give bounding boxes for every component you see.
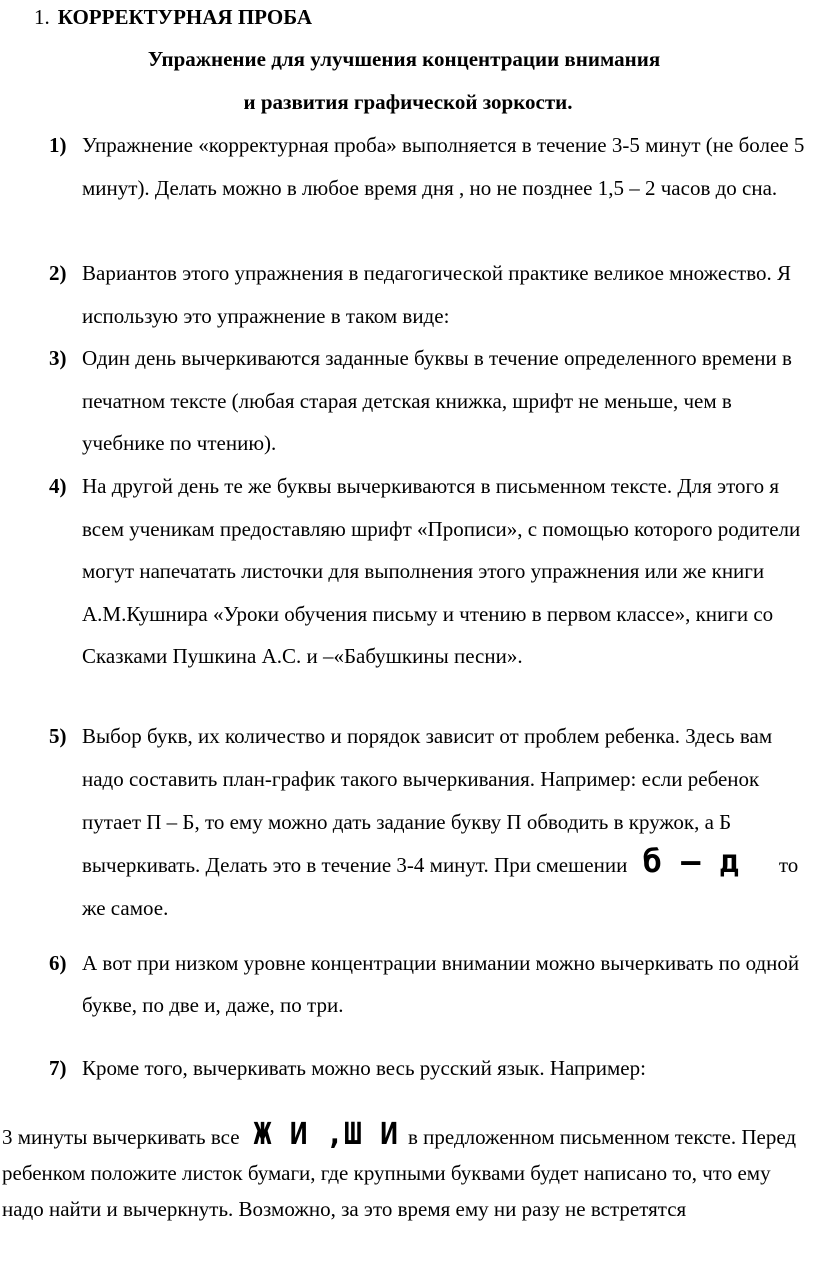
item-number: 4) [49, 474, 67, 498]
item-number: 3) [49, 346, 67, 370]
item-text: Кроме того, вычеркивать можно весь русский язык. Например: [82, 1056, 646, 1080]
target-letters: Ж И ,Ш И [253, 1117, 399, 1152]
item-number: 1) [49, 133, 67, 157]
closing-text-before: 3 минуты вычеркивать все [2, 1125, 240, 1149]
item-text: Упражнение «корректурная проба» выполняется в течение 3-5 минут (не более 5 минут). Делать можно в любое время дня , но не позднее 1,5 – 2 часов до сна. [82, 133, 805, 200]
item-text-after: то же самое. [82, 853, 799, 920]
heading-title: КОРРЕКТУРНАЯ ПРОБА [57, 5, 312, 29]
item-number: 2) [49, 261, 67, 285]
item-text: Один день вычеркиваются заданные буквы в течение определенного времени в печатном тексте (любая старая детская книжка, шрифт не меньше, чем в учебнике по чтению). [82, 346, 792, 455]
closing-text-after: в предложенном письменном текстe. Перед ребенком положите листок бумаги, где крупными буквами будет написано то, что ему надо найти и вычеркнуть. Возможно, за это время ему ни разу не встретятся [2, 1125, 797, 1221]
item-text: Вариантов этого упражнения в педагогической практике великое множество. Я использую это упражнение в таком виде: [82, 261, 792, 328]
heading-number: 1. [34, 5, 50, 29]
closing-paragraph [2, 1119, 810, 1227]
subtitle-line-2: и развития графической зоркости. [243, 90, 573, 114]
confused-letters: б – д [642, 842, 739, 880]
section-heading [34, 3, 312, 31]
item-text [82, 715, 806, 930]
item-text-main: Выбор букв, их количество и порядок зависит от проблем ребенка. Здесь вам надо составить план-график такого вычеркивания. Например: если ребенок путает П – Б, то ему можно дать задание букву П обводить в кружок, а Б вычеркивать. Делать это в течение 3-4 минут. При смешении [82, 724, 773, 877]
item-number: 7) [49, 1056, 67, 1080]
item-text: На другой день те же буквы вычеркиваются в письменном тексте. Для этого я всем ученикам предоставляю шрифт «Прописи», с помощью которого родители могут напечатать листочки для выполнения этого упражнения или же книги А.М.Кушнира «Уроки обучения письму и чтению в первом классе», книги со Сказками Пушкина А.С. и –«Бабушкины песни». [82, 474, 801, 668]
item-number: 5) [49, 724, 67, 748]
subtitle-line-1: Упражнение для улучшения концентрации внимания [147, 47, 661, 71]
item-text: А вот при низком уровне концентрации внимании можно вычеркивать по одной букве, по две и, даже, по три. [82, 951, 800, 1017]
item-number: 6) [49, 951, 67, 975]
